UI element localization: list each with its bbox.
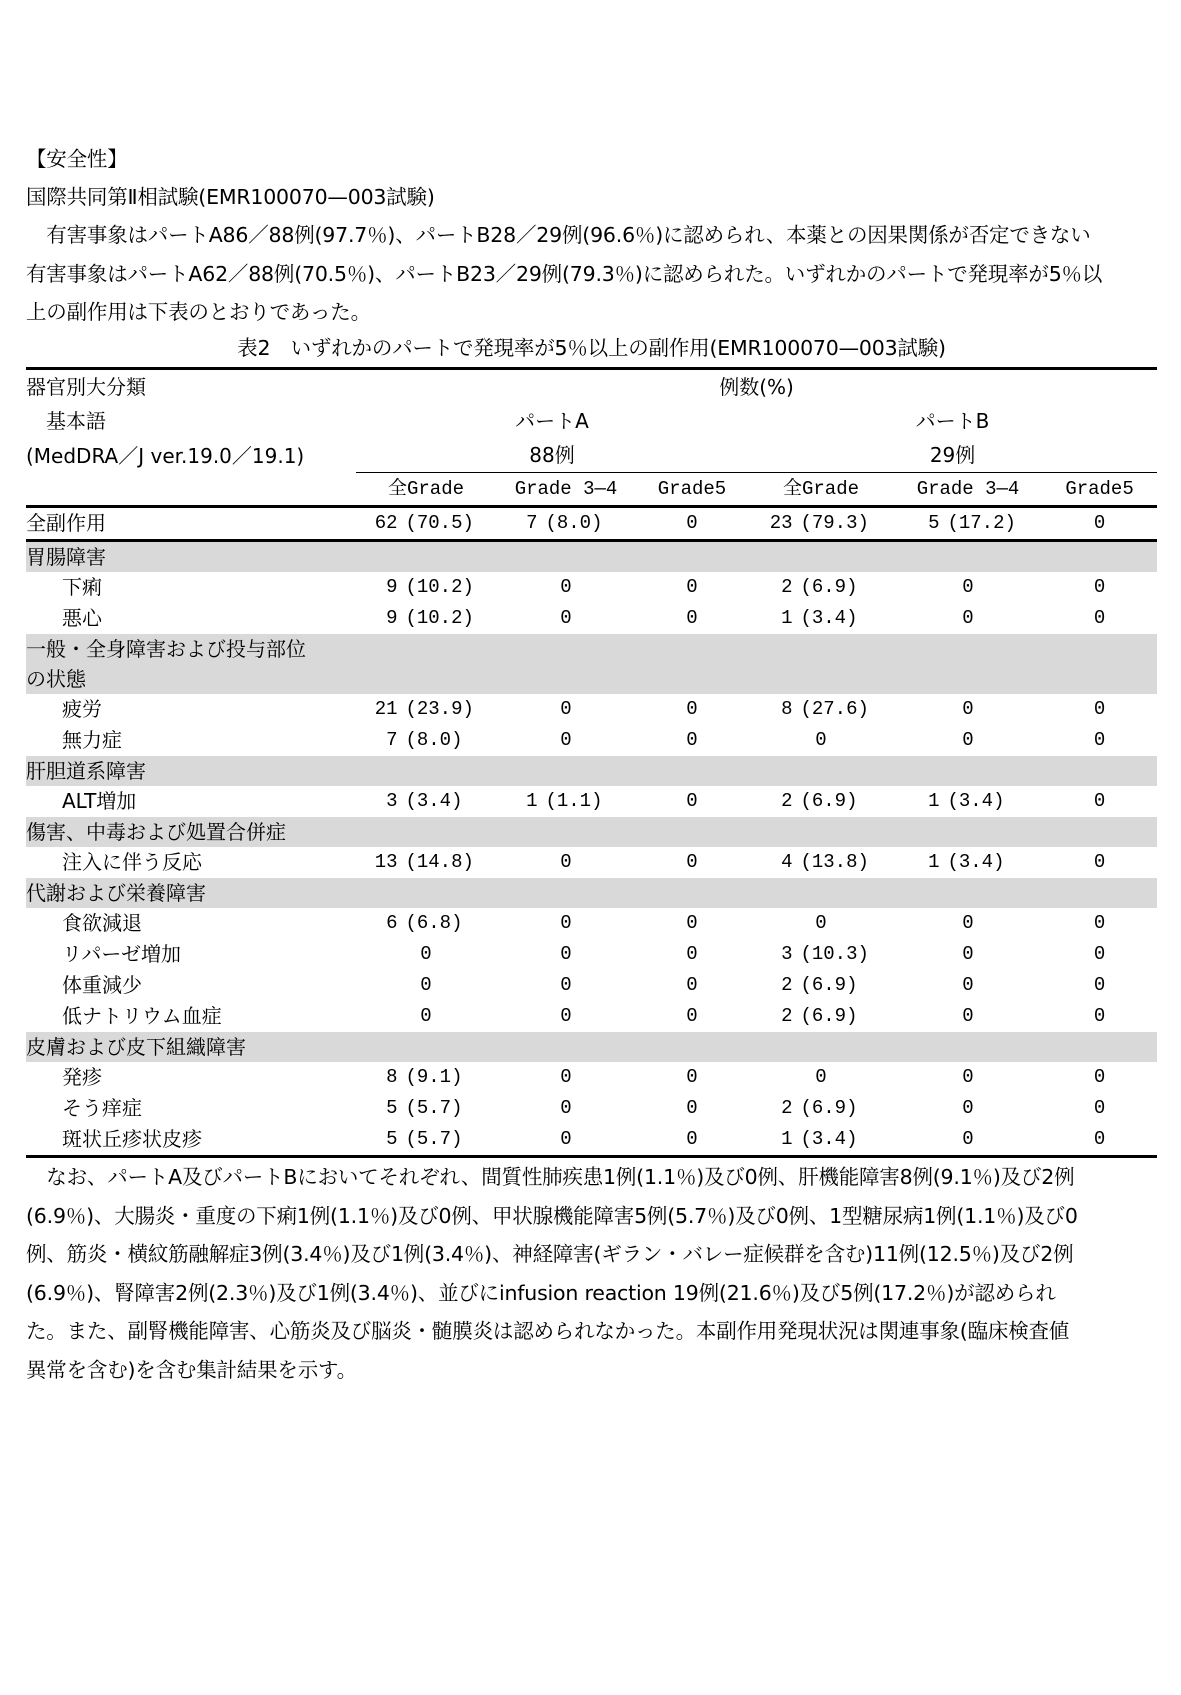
cell-part-a-grade-5: 0 bbox=[686, 1097, 698, 1119]
header-row-3 bbox=[26, 438, 1157, 473]
footer-line-3: 例、筋炎・横紋筋融解症3例(3.4％)及び1例(3.4％)、神経障害(ギラン・バレー症候群を含む)11例(12.5％)及び2例 bbox=[26, 1242, 1074, 1266]
percent-value: (3.4) bbox=[800, 1128, 858, 1150]
category-empty-cell bbox=[748, 541, 894, 573]
cell-part-a-grade-5: 0 bbox=[686, 851, 698, 873]
percent-value: (9.1) bbox=[405, 1066, 463, 1088]
percent-value: (23.9) bbox=[405, 698, 474, 720]
cell-part-b-all-grade bbox=[748, 1093, 894, 1124]
cell-part-a-grade-5: 0 bbox=[686, 1005, 698, 1027]
category-empty-cell bbox=[1042, 634, 1157, 664]
intro-line-3: 上の副作用は下表のとおりであった。 bbox=[26, 300, 371, 324]
cell-part-b-grade-3-4: 0 bbox=[962, 1097, 974, 1119]
table-row-category bbox=[26, 878, 1157, 908]
cell-part-a-all-grade bbox=[356, 572, 496, 603]
cell-part-b-all-grade bbox=[748, 572, 894, 603]
cell-part-a-grade-3-4: 0 bbox=[560, 851, 572, 873]
table-row-term bbox=[26, 847, 1157, 878]
term-label: リパーゼ増加 bbox=[62, 942, 181, 966]
percent-value: (6.9) bbox=[800, 974, 858, 996]
cell-part-a-all-grade bbox=[356, 694, 496, 725]
term-label: 低ナトリウム血症 bbox=[62, 1004, 222, 1028]
cell-part-b-grade-3-4: 0 bbox=[962, 912, 974, 934]
category-empty-cell bbox=[1042, 756, 1157, 786]
cell-part-a-grade-5: 0 bbox=[686, 729, 698, 751]
category-empty-cell bbox=[636, 664, 748, 694]
category-label: 皮膚および皮下組織障害 bbox=[26, 1032, 356, 1062]
count-value: 1 bbox=[928, 851, 940, 873]
category-empty-cell bbox=[496, 756, 636, 786]
cell-part-a-grade-5: 0 bbox=[686, 698, 698, 720]
count-value: 62 bbox=[374, 512, 398, 534]
count-value: 1 bbox=[781, 607, 793, 629]
table-row-term bbox=[26, 725, 1157, 756]
cell-part-a-grade-3-4: 0 bbox=[560, 729, 572, 751]
table-caption: 表2 いずれかのパートで発現率が5％以上の副作用(EMR100070—003試験) bbox=[237, 336, 946, 360]
category-empty-cell bbox=[356, 817, 496, 847]
percent-value: (79.3) bbox=[800, 512, 869, 534]
cell-part-a-all-grade bbox=[356, 725, 496, 756]
term-label: 疲労 bbox=[62, 697, 102, 721]
percent-value: (14.8) bbox=[405, 851, 474, 873]
grade-header-b-all: 全Grade bbox=[748, 473, 894, 507]
footer-line-1: なお、パートA及びパートBにおいてそれぞれ、間質性肺疾患1例(1.1％)及び0例、肝機能障害8例(9.1％)及び2例 bbox=[26, 1165, 1075, 1189]
percent-value: (10.2) bbox=[405, 576, 474, 598]
table-row-term bbox=[26, 694, 1157, 725]
cell-part-a-grade-3-4 bbox=[496, 507, 636, 541]
count-value: 2 bbox=[781, 974, 793, 996]
table-row-category bbox=[26, 634, 1157, 664]
header-row-2 bbox=[26, 404, 1157, 438]
table-row-term bbox=[26, 1124, 1157, 1157]
grade-header-a-34: Grade 3—4 bbox=[496, 473, 636, 507]
cell-part-a-all-grade bbox=[356, 1093, 496, 1124]
count-value: 8 bbox=[386, 1066, 398, 1088]
footer-line-6: 異常を含む)を含む集計結果を示す。 bbox=[26, 1357, 357, 1382]
category-empty-cell bbox=[496, 664, 636, 694]
group-n-part-a: 88例 bbox=[356, 438, 748, 473]
cell-part-a-all-grade bbox=[356, 507, 496, 541]
cell-part-a-all-grade: 0 bbox=[420, 974, 432, 996]
category-empty-cell bbox=[1042, 1032, 1157, 1062]
header-row-4 bbox=[26, 473, 1157, 507]
cell-part-a-grade-5: 0 bbox=[686, 1066, 698, 1088]
cell-part-a-grade-3-4: 0 bbox=[560, 974, 572, 996]
term-label: そう痒症 bbox=[62, 1096, 142, 1120]
count-value: 23 bbox=[769, 512, 793, 534]
section-heading: 【安全性】 bbox=[26, 147, 128, 171]
cell-part-b-all-grade bbox=[748, 786, 894, 817]
category-empty-cell bbox=[496, 878, 636, 908]
study-heading: 国際共同第Ⅱ相試験(EMR100070—003試験) bbox=[26, 185, 435, 209]
table-row-term bbox=[26, 786, 1157, 817]
cell-part-b-grade-5: 0 bbox=[1093, 912, 1106, 934]
percent-value: (17.2) bbox=[947, 512, 1016, 534]
header-row-1 bbox=[26, 369, 1157, 405]
row-header-line-3: (MedDRA／J ver.19.0／19.1) bbox=[26, 443, 305, 468]
category-empty-cell bbox=[636, 1032, 748, 1062]
percent-value: (3.4) bbox=[800, 607, 858, 629]
cell-part-b-grade-3-4: 0 bbox=[962, 576, 974, 598]
footer-paragraph bbox=[26, 1158, 1161, 1389]
cell-part-b-grade-5: 0 bbox=[1093, 698, 1106, 720]
cell-part-a-grade-3-4: 0 bbox=[560, 698, 572, 720]
term-label: 無力症 bbox=[62, 728, 122, 752]
category-empty-cell bbox=[636, 878, 748, 908]
count-value: 2 bbox=[781, 576, 793, 598]
cell-part-b-all-grade: 0 bbox=[815, 1066, 827, 1088]
category-empty-cell bbox=[1042, 541, 1157, 573]
cell-part-b-grade-5: 0 bbox=[1093, 576, 1106, 598]
table-row-term bbox=[26, 603, 1157, 634]
group-n-part-b: 29例 bbox=[748, 438, 1157, 473]
table-row-category bbox=[26, 541, 1157, 573]
cell-part-b-all-grade bbox=[748, 970, 894, 1001]
cell-part-a-all-grade bbox=[356, 1062, 496, 1093]
grade-header-b-34: Grade 3—4 bbox=[894, 473, 1042, 507]
count-value: 21 bbox=[374, 698, 398, 720]
group-header-part-b: パートB bbox=[915, 409, 990, 433]
overall-header: 例数(%) bbox=[356, 369, 1157, 405]
category-empty-cell bbox=[356, 664, 496, 694]
cell-part-a-grade-3-4: 0 bbox=[560, 912, 572, 934]
cell-part-b-grade-5: 0 bbox=[1093, 1066, 1106, 1088]
percent-value: (10.2) bbox=[405, 607, 474, 629]
cell-part-a-grade-3-4 bbox=[496, 786, 636, 817]
category-empty-cell bbox=[1042, 817, 1157, 847]
cell-part-a-grade-5: 0 bbox=[686, 607, 698, 629]
category-empty-cell bbox=[1042, 878, 1157, 908]
row-header-line-2: 基本語 bbox=[26, 409, 106, 433]
cell-part-a-grade-3-4: 0 bbox=[560, 607, 572, 629]
table-header-group bbox=[26, 369, 1157, 507]
cell-part-a-grade-5: 0 bbox=[636, 1124, 748, 1157]
cell-part-b-grade-3-4 bbox=[894, 786, 1042, 817]
category-empty-cell bbox=[356, 756, 496, 786]
percent-value: (70.5) bbox=[405, 512, 474, 534]
category-empty-cell bbox=[496, 634, 636, 664]
cell-part-a-all-grade bbox=[356, 786, 496, 817]
category-empty-cell bbox=[894, 541, 1042, 573]
cell-part-b-grade-3-4: 0 bbox=[962, 1005, 974, 1027]
percent-value: (6.9) bbox=[800, 576, 858, 598]
category-empty-cell bbox=[894, 756, 1042, 786]
percent-value: (3.4) bbox=[405, 790, 463, 812]
percent-value: (27.6) bbox=[800, 698, 869, 720]
term-label: 食欲減退 bbox=[62, 911, 142, 935]
percent-value: (8.0) bbox=[405, 729, 463, 751]
cell-part-b-grade-5: 0 bbox=[1093, 729, 1106, 751]
count-value: 3 bbox=[386, 790, 398, 812]
table-row-term bbox=[26, 1062, 1157, 1093]
footer-line-2: (6.9％)、大腸炎・重度の下痢1例(1.1％)及び0例、甲状腺機能障害5例(5.7％)及び0例、1型糖尿病1例(1.1％)及び0 bbox=[26, 1203, 1078, 1228]
percent-value: (1.1) bbox=[545, 790, 603, 812]
category-empty-cell bbox=[636, 756, 748, 786]
cell-part-b-all-grade bbox=[748, 603, 894, 634]
category-empty-cell bbox=[748, 817, 894, 847]
total-label: 全副作用 bbox=[26, 507, 356, 541]
intro-line-1: 有害事象はパートA86／88例(97.7％)、パートB28／29例(96.6％)に認められ、本薬との因果関係が否定できない bbox=[26, 223, 1091, 247]
category-label: 一般・全身障害および投与部位 bbox=[26, 634, 356, 664]
category-label: 肝胆道系障害 bbox=[26, 756, 356, 786]
count-value: 3 bbox=[781, 943, 793, 965]
cell-part-b-all-grade bbox=[748, 507, 894, 541]
cell-part-b-all-grade bbox=[748, 694, 894, 725]
footer-line-5: た。また、副腎機能障害、心筋炎及び脳炎・髄膜炎は認められなかった。本副作用発現状況は関連事象(臨床検査値 bbox=[26, 1319, 1070, 1343]
percent-value: (8.0) bbox=[545, 512, 603, 534]
row-header-line-1: 器官別大分類 bbox=[26, 369, 356, 405]
count-value: 4 bbox=[781, 851, 793, 873]
cell-part-b-grade-3-4: 0 bbox=[894, 1124, 1042, 1157]
count-value: 1 bbox=[928, 790, 940, 812]
count-value: 7 bbox=[386, 729, 398, 751]
percent-value: (6.9) bbox=[800, 1097, 858, 1119]
category-empty-cell bbox=[636, 817, 748, 847]
cell-part-a-all-grade bbox=[356, 603, 496, 634]
count-value: 5 bbox=[928, 512, 940, 534]
term-label: 発疹 bbox=[62, 1065, 102, 1089]
row-header-blank bbox=[26, 473, 356, 507]
cell-part-a-all-grade bbox=[356, 908, 496, 939]
intro-line-2: 有害事象はパートA62／88例(70.5％)、パートB23／29例(79.3％)に認められた。いずれかのパートで発現率が5％以 bbox=[26, 261, 1103, 286]
term-label: 体重減少 bbox=[62, 973, 142, 997]
cell-part-b-grade-3-4: 0 bbox=[962, 698, 974, 720]
term-label: 下痢 bbox=[62, 575, 102, 599]
cell-part-b-grade-3-4: 0 bbox=[962, 974, 974, 996]
percent-value: (3.4) bbox=[947, 790, 1005, 812]
category-empty-cell bbox=[356, 541, 496, 573]
group-header-part-a: パートA bbox=[515, 409, 589, 433]
percent-value: (6.9) bbox=[800, 790, 858, 812]
category-empty-cell bbox=[748, 1032, 894, 1062]
category-empty-cell bbox=[748, 756, 894, 786]
percent-value: (5.7) bbox=[405, 1097, 463, 1119]
percent-value: (10.3) bbox=[800, 943, 869, 965]
category-label: 傷害、中毒および処置合併症 bbox=[26, 817, 356, 847]
count-value: 7 bbox=[526, 512, 538, 534]
cell-part-a-grade-5: 0 bbox=[686, 974, 698, 996]
cell-part-a-grade-5: 0 bbox=[686, 576, 698, 598]
cell-part-b-grade-5: 0 bbox=[1093, 943, 1106, 965]
cell-part-a-grade-3-4: 0 bbox=[560, 1066, 572, 1088]
category-empty-cell bbox=[356, 878, 496, 908]
cell-part-a-all-grade bbox=[356, 1124, 496, 1157]
category-empty-cell bbox=[636, 541, 748, 573]
cell-part-a-grade-3-4: 0 bbox=[560, 1097, 572, 1119]
cell-part-b-grade-5: 0 bbox=[1093, 974, 1106, 996]
table-row-total bbox=[26, 507, 1157, 541]
cell-part-a-grade-3-4: 0 bbox=[560, 576, 572, 598]
table-row-term bbox=[26, 908, 1157, 939]
cell-part-b-all-grade bbox=[748, 1124, 894, 1157]
cell-part-b-grade-5: 0 bbox=[1093, 607, 1106, 629]
count-value: 8 bbox=[781, 698, 793, 720]
count-value: 2 bbox=[781, 1097, 793, 1119]
table-row-category bbox=[26, 817, 1157, 847]
cell-part-a-all-grade: 0 bbox=[420, 1005, 432, 1027]
category-empty-cell bbox=[496, 541, 636, 573]
cell-part-b-all-grade: 0 bbox=[815, 729, 827, 751]
cell-part-a-grade-5: 0 bbox=[686, 790, 698, 812]
cell-part-a-grade-3-4: 0 bbox=[560, 1005, 572, 1027]
percent-value: (5.7) bbox=[405, 1128, 463, 1150]
count-value: 6 bbox=[386, 912, 398, 934]
cell-part-b-all-grade bbox=[748, 939, 894, 970]
table-row-term bbox=[26, 1093, 1157, 1124]
cell-part-a-grade-5: 0 bbox=[686, 912, 698, 934]
grade-header-a-5: Grade5 bbox=[636, 473, 748, 507]
count-value: 13 bbox=[374, 851, 398, 873]
count-value: 2 bbox=[781, 1005, 793, 1027]
count-value: 1 bbox=[526, 790, 538, 812]
category-empty-cell bbox=[356, 634, 496, 664]
count-value: 5 bbox=[386, 1128, 398, 1150]
category-empty-cell bbox=[894, 817, 1042, 847]
table-row-term bbox=[26, 1001, 1157, 1032]
category-empty-cell bbox=[636, 634, 748, 664]
percent-value: (3.4) bbox=[947, 851, 1005, 873]
cell-part-a-all-grade: 0 bbox=[420, 943, 432, 965]
table-row-category bbox=[26, 664, 1157, 694]
cell-part-a-grade-3-4: 0 bbox=[560, 943, 572, 965]
table-row-term bbox=[26, 939, 1157, 970]
cell-part-b-grade-5: 0 bbox=[1093, 851, 1106, 873]
cell-part-b-grade-5: 0 bbox=[1093, 1097, 1106, 1119]
category-empty-cell bbox=[894, 664, 1042, 694]
cell-part-b-grade-3-4: 0 bbox=[962, 943, 974, 965]
adverse-reactions-table-block bbox=[26, 333, 1157, 1158]
cell-part-b-grade-3-4 bbox=[894, 847, 1042, 878]
count-value: 9 bbox=[386, 607, 398, 629]
cell-part-b-grade-3-4 bbox=[894, 507, 1042, 541]
cell-part-a-grade-5: 0 bbox=[686, 943, 698, 965]
intro-block bbox=[26, 140, 1156, 332]
table-row-term bbox=[26, 572, 1157, 603]
term-label: 注入に伴う反応 bbox=[62, 850, 202, 874]
cell-part-b-grade-3-4: 0 bbox=[962, 1066, 974, 1088]
adverse-reactions-table bbox=[26, 367, 1157, 1158]
table-row-category bbox=[26, 756, 1157, 786]
category-empty-cell bbox=[496, 817, 636, 847]
term-label: 悪心 bbox=[62, 606, 102, 630]
table-row-term bbox=[26, 970, 1157, 1001]
table-row-category bbox=[26, 1032, 1157, 1062]
percent-value: (13.8) bbox=[800, 851, 869, 873]
cell-part-a-grade-3-4: 0 bbox=[496, 1124, 636, 1157]
count-value: 2 bbox=[781, 790, 793, 812]
cell-part-a-grade-5: 0 bbox=[636, 507, 748, 541]
category-label: 胃腸障害 bbox=[26, 541, 356, 573]
cell-part-b-grade-5: 0 bbox=[1042, 507, 1157, 541]
category-empty-cell bbox=[894, 878, 1042, 908]
cell-part-b-all-grade bbox=[748, 1001, 894, 1032]
term-label: ALT増加 bbox=[62, 789, 137, 813]
category-empty-cell bbox=[894, 1032, 1042, 1062]
count-value: 5 bbox=[386, 1097, 398, 1119]
category-empty-cell bbox=[894, 634, 1042, 664]
grade-header-b-5: Grade5 bbox=[1042, 473, 1157, 507]
count-value: 9 bbox=[386, 576, 398, 598]
category-empty-cell bbox=[1042, 664, 1157, 694]
cell-part-b-grade-3-4: 0 bbox=[962, 729, 974, 751]
category-label: の状態 bbox=[26, 664, 356, 694]
cell-part-b-all-grade: 0 bbox=[815, 912, 827, 934]
category-empty-cell bbox=[356, 1032, 496, 1062]
cell-part-b-all-grade bbox=[748, 847, 894, 878]
footer-line-4: (6.9％)、腎障害2例(2.3％)及び1例(3.4％)、並びにinfusion reaction 19例(21.6％)及び5例(17.2％)が認められ bbox=[26, 1280, 1056, 1305]
percent-value: (6.9) bbox=[800, 1005, 858, 1027]
count-value: 1 bbox=[781, 1128, 793, 1150]
grade-header-a-all: 全Grade bbox=[356, 473, 496, 507]
cell-part-b-grade-5: 0 bbox=[1093, 790, 1106, 812]
table-body bbox=[26, 507, 1157, 1157]
term-label: 斑状丘疹状皮疹 bbox=[26, 1124, 356, 1157]
cell-part-a-all-grade bbox=[356, 847, 496, 878]
cell-part-b-grade-3-4: 0 bbox=[962, 607, 974, 629]
category-empty-cell bbox=[748, 634, 894, 664]
category-empty-cell bbox=[496, 1032, 636, 1062]
percent-value: (6.8) bbox=[405, 912, 463, 934]
cell-part-b-grade-5: 0 bbox=[1093, 1005, 1106, 1027]
category-empty-cell bbox=[748, 878, 894, 908]
category-empty-cell bbox=[748, 664, 894, 694]
cell-part-b-grade-5: 0 bbox=[1042, 1124, 1157, 1157]
category-label: 代謝および栄養障害 bbox=[26, 878, 356, 908]
